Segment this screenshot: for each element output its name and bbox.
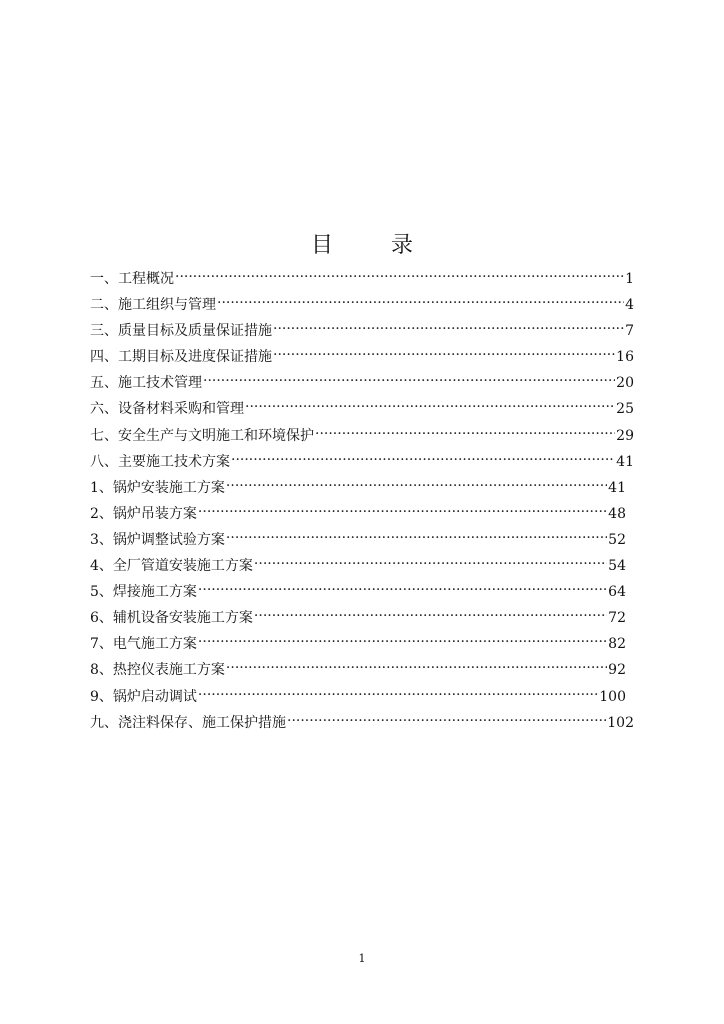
toc-leader-dots [203, 373, 615, 387]
toc-entry-label: 七、安全生产与文明施工和环境保护 [90, 427, 314, 444]
toc-subentry[interactable] [90, 503, 626, 529]
toc-leader-dots [254, 608, 607, 622]
toc-entry[interactable] [90, 425, 634, 451]
toc-entry-page: 7 [625, 323, 634, 340]
toc-leader-dots [231, 452, 615, 466]
toc-entry-page: 54 [608, 558, 626, 575]
toc-leader-dots [254, 556, 607, 570]
toc-entry-label: 九、浇注料保存、施工保护措施 [90, 714, 286, 731]
toc-subentry[interactable] [90, 607, 626, 633]
page-title [0, 228, 724, 259]
toc-entry-page: 25 [616, 401, 634, 418]
toc-leader-dots [198, 687, 598, 701]
toc-leader-dots [198, 582, 607, 596]
toc-entry-page: 82 [608, 636, 626, 653]
toc-leader-dots [217, 295, 624, 309]
toc-leader-dots [226, 478, 607, 492]
toc-subentry[interactable] [90, 633, 626, 659]
toc-entry-page: 20 [616, 375, 634, 392]
title-char-2: 录 [391, 233, 414, 258]
toc-entry-page: 48 [608, 505, 626, 522]
toc-entry-page: 72 [608, 610, 626, 627]
title-char-1: 目 [310, 233, 333, 258]
toc-leader-dots [315, 426, 615, 440]
toc-leader-dots [226, 660, 607, 674]
toc-entry-label: 一、工程概况 [90, 271, 174, 287]
toc-entry[interactable] [90, 712, 634, 738]
toc-leader-dots [273, 321, 624, 335]
toc-entry-label: 五、施工技术管理 [90, 375, 202, 392]
toc-entry-label: 4、全厂管道安装施工方案 [90, 558, 253, 575]
toc-entry-page: 64 [608, 584, 626, 601]
toc-subentry[interactable] [90, 581, 626, 607]
toc-entry[interactable] [90, 268, 634, 294]
toc-entry-label: 八、主要施工技术方案 [90, 453, 230, 470]
toc-entry-label: 二、施工组织与管理 [90, 297, 216, 314]
toc-entry-label: 8、热控仪表施工方案 [90, 662, 225, 679]
toc-entry-page: 41 [616, 453, 634, 470]
toc-entry-page: 102 [607, 714, 634, 731]
toc-leader-dots [198, 634, 607, 648]
table-of-contents [90, 268, 634, 738]
toc-leader-dots [226, 530, 607, 544]
toc-entry-page: 4 [625, 297, 634, 314]
toc-entry-label: 2、锅炉吊装方案 [90, 505, 197, 522]
toc-entry[interactable] [90, 372, 634, 398]
toc-entry[interactable] [90, 451, 634, 477]
toc-subentry[interactable] [90, 529, 626, 555]
toc-entry-label: 5、焊接施工方案 [90, 584, 197, 601]
toc-entry-label: 3、锅炉调整试验方案 [90, 531, 225, 548]
toc-entry-label: 6、辅机设备安装施工方案 [90, 610, 253, 627]
toc-subentry[interactable] [90, 686, 626, 712]
toc-entry-page: 41 [608, 479, 626, 496]
toc-entry-label: 1、锅炉安装施工方案 [90, 479, 225, 496]
toc-entry-page: 100 [599, 688, 626, 705]
toc-entry-label: 六、设备材料采购和管理 [90, 401, 244, 418]
toc-entry-label: 7、电气施工方案 [90, 636, 197, 653]
toc-entry-page: 52 [608, 531, 626, 548]
toc-entry-page: 29 [616, 427, 634, 444]
toc-subentry[interactable] [90, 659, 626, 685]
toc-entry-page: 16 [616, 349, 634, 366]
toc-leader-dots [273, 347, 615, 361]
toc-leader-dots [198, 504, 607, 518]
page-number: 1 [358, 952, 366, 965]
toc-entry-label: 9、锅炉启动调试 [90, 688, 197, 705]
toc-leader-dots [175, 269, 624, 283]
toc-entry-label: 四、工期目标及进度保证措施 [90, 349, 272, 366]
toc-entry-page: 1 [625, 271, 634, 287]
toc-entry[interactable] [90, 294, 634, 320]
toc-entry-page: 92 [608, 662, 626, 679]
toc-entry[interactable] [90, 320, 634, 346]
toc-entry[interactable] [90, 346, 634, 372]
toc-entry[interactable] [90, 398, 634, 424]
toc-subentry[interactable] [90, 555, 626, 581]
toc-subentry[interactable] [90, 477, 626, 503]
toc-leader-dots [245, 399, 615, 413]
toc-entry-label: 三、质量目标及质量保证措施 [90, 323, 272, 340]
toc-leader-dots [287, 713, 606, 727]
